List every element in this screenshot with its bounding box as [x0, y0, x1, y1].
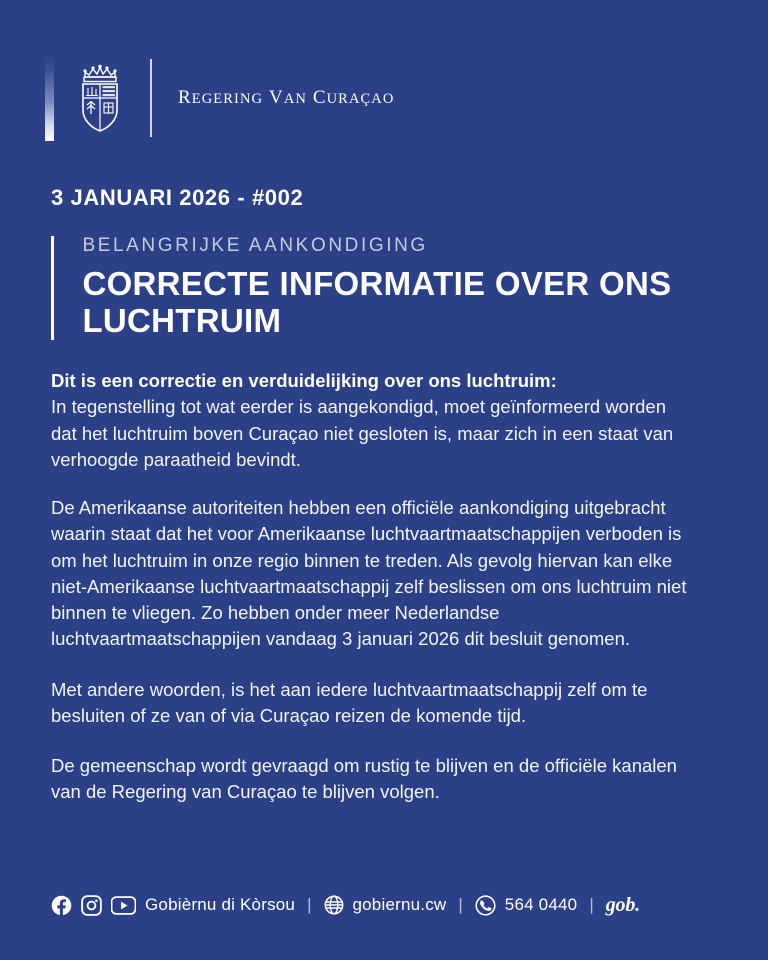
footer-separator-2: | — [458, 895, 463, 914]
page-title: CORRECTE INFORMATIE OVER ONS LUCHTRUIM — [82, 264, 672, 339]
social-handle-label: Gobièrnu di Kòrsou — [145, 895, 296, 914]
headline-text-group — [82, 236, 768, 340]
whatsapp-icon[interactable] — [475, 895, 496, 916]
headline-accent-bar — [51, 236, 54, 340]
eyebrow-label: BELANGRIJKE AANKONDIGING — [82, 235, 428, 256]
body-paragraph-3: Met andere woorden, is het aan iedere luchtvaartmaatschappij zelf om te besluiten of ze van of via Curaçao reizen de komende tijd. — [51, 678, 648, 726]
announcement-body — [51, 368, 691, 830]
header-logo-lockup — [45, 52, 394, 144]
instagram-icon[interactable] — [81, 895, 102, 916]
footer-separator-1: | — [307, 895, 312, 914]
paragraph-1 — [51, 368, 691, 473]
gob-brand-logo: gob. — [605, 893, 640, 916]
header-divider — [150, 59, 152, 137]
phone-label[interactable]: 564 0440 — [504, 895, 578, 914]
body-paragraph-4: De gemeenschap wordt gevraagd om rustig te blijven en de officiële kanalen van de Regering van Curaçao te blijven volgen. — [51, 755, 677, 803]
curacao-coat-of-arms-icon — [76, 62, 124, 134]
body-lead: Dit is een correctie en verduidelijking over ons luchtruim: — [51, 370, 557, 391]
website-label[interactable]: gobiernu.cw — [352, 895, 447, 914]
body-paragraph-2: De Amerikaanse autoriteiten hebben een officiële aankondiging uitgebracht waarin staat dat het voor Amerikaanse luchtvaartmaatschappijen verboden is om het luchtruim in onze regio binnen te treden. Als gevolg hiervan kan elke niet-Amerikaanse luchtvaartmaatschappij zelf beslissen om ons luchtruim niet binnen te vliegen. Zo hebben onder meer Nederlandse luchtvaartmaatschappijen vandaag 3 januari 2026 dit besluit genomen. — [51, 497, 687, 650]
globe-icon[interactable] — [324, 895, 344, 915]
wordmark-v: V — [268, 87, 284, 108]
facebook-icon[interactable] — [51, 895, 72, 916]
wordmark-c: C — [312, 87, 327, 108]
headline-block — [51, 236, 768, 340]
wordmark-uracao: URAÇAO — [326, 91, 395, 107]
announcement-date: 3 JANUARI 2026 - #002 — [51, 185, 304, 210]
wordmark-r: R — [178, 87, 192, 108]
body-paragraph-1: In tegenstelling tot wat eerder is aangekondigd, moet geïnformeerd worden dat het luchtruim boven Curaçao niet gesloten is, maar zich in een staat van verhoogde paraatheid bevindt. — [51, 396, 674, 470]
wordmark-egering: EGERING — [191, 91, 264, 107]
gradient-bar — [45, 55, 54, 141]
wordmark-an: AN — [283, 91, 307, 107]
footer-bar — [51, 890, 640, 920]
youtube-icon[interactable] — [111, 895, 136, 916]
footer-separator-3: | — [589, 895, 594, 914]
government-wordmark — [178, 87, 394, 109]
